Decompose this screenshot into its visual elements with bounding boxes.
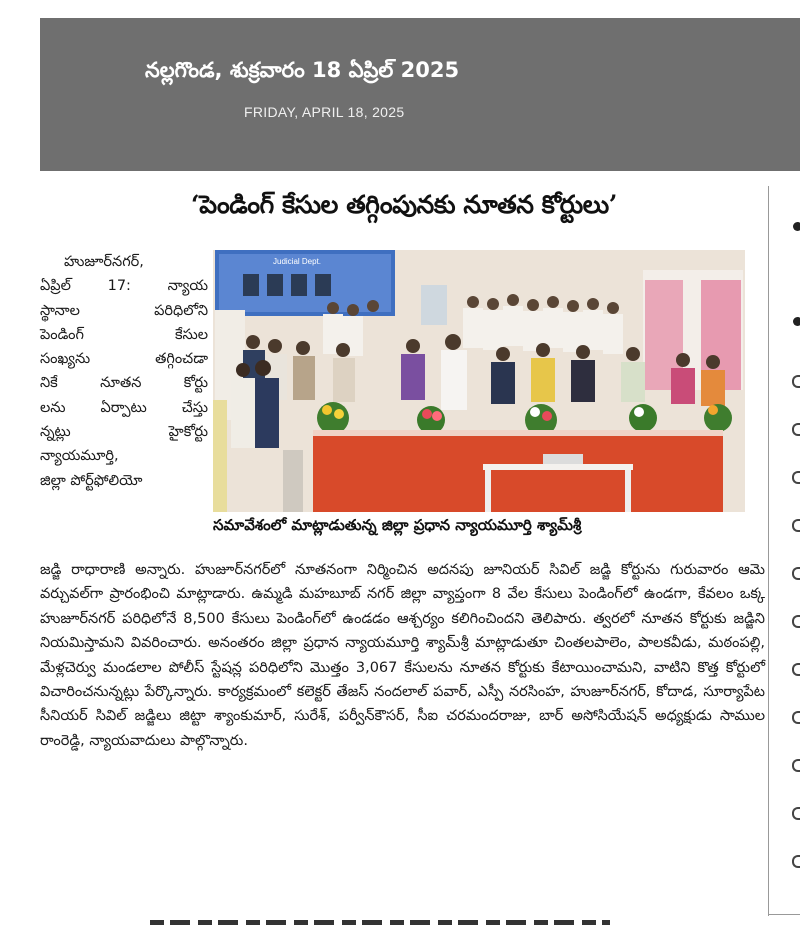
glyph-fragment bbox=[792, 759, 800, 772]
lead-line: నికే నూతన కోర్టు bbox=[40, 375, 208, 392]
bullet-icon bbox=[793, 317, 800, 326]
glyph-fragment bbox=[792, 567, 800, 580]
glyph-fragment bbox=[792, 663, 800, 676]
adjacent-column-fragment bbox=[790, 215, 800, 905]
english-dateline: FRIDAY, APRIL 18, 2025 bbox=[244, 104, 405, 120]
column-footer-rule bbox=[768, 914, 800, 915]
lead-line: లను ఏర్పాటు చేస్తు bbox=[40, 399, 208, 416]
glyph-fragment bbox=[792, 615, 800, 628]
next-article-headline-fragment bbox=[150, 916, 610, 925]
bullet-icon bbox=[793, 222, 800, 231]
masthead-band bbox=[40, 18, 800, 171]
column-divider bbox=[768, 186, 769, 916]
article-headline: ‘పెండింగ్ కేసుల తగ్గింపునకు నూతన కోర్టులు’ bbox=[190, 190, 618, 219]
lead-line: జిల్లా పోర్ట్‌ఫోలియో bbox=[40, 472, 143, 489]
lead-line: స్థానాల పరిధిలోని bbox=[40, 302, 208, 319]
glyph-fragment bbox=[792, 807, 800, 820]
lead-line: న్యాయమూర్తి, bbox=[40, 448, 119, 465]
glyph-fragment bbox=[792, 375, 800, 388]
body-paragraph: జడ్జి రాధారాణి అన్నారు. హుజూర్‌నగర్‌లో నూతనంగా నిర్మించిన అదనపు జూనియర్ సివిల్ జడ్జి కోర్టును గురువారం ఆమె వర్చువల్‌గా ప్రారంభించి మాట్లాడారు. ఉమ్మడి మహబూబ్ నగర్ జిల్లా వ్యాప్తంగా 8 వేల కేసులు పెండింగ్‌లో ఉండగా, కేవలం ఒక్క హుజూర్‌నగర్ పరిధిలోనే 8,500 కేసులు పెండింగ్‌లో ఉండడం ఆశ్చర్యం కలిగించిందని తెలిపారు. త్వరలో నూతన కోర్టుకు జడ్జిని నియమిస్తామని వివరించారు. అనంతరం జిల్లా ప్రధాన న్యాయమూర్తి శ్యామ్‌శ్రీ మాట్లాడుతూ చింతలపాలెం, పాలకవీడు, మఠంపల్లి, మేళ్లచెర్వు మండలాల పోలీస్ స్టేషన్ల పరిధిలోని మొత్తం 3,067 కేసులను నూతన కోర్టుకు కేటాయించామని, వాటిని కొత్త కోర్టులో విచారించనున్నట్లు పేర్కొన్నారు. కార్యక్రమంలో కలెక్టర్ తేజస్ నందలాల్ పవార్, ఎస్పీ నరసింహ, హుజూర్‌నగర్, కోదాడ, సూర్యాపేట సీనియర్ సివిల్ జడ్జిలు జిట్టా శ్యాంకుమార్, సురేశ్, పర్వీన్‌కౌసర్, సీఐ చరమందరాజు, బార్ అసోసియేషన్ అధ్యక్షుడు సాముల రాంరెడ్డి, న్యాయవాదులు పాల్గొన్నారు. bbox=[40, 562, 765, 749]
lead-line: న్నట్లు హైకోర్టు bbox=[40, 424, 208, 441]
lead-line: సంఖ్యను తగ్గించడా bbox=[40, 351, 208, 368]
banner-text: Judicial Dept. bbox=[273, 257, 322, 266]
article-photo bbox=[213, 250, 745, 512]
telugu-dateline: నల్లగొండ, శుక్రవారం 18 ఏప్రిల్ 2025 bbox=[145, 58, 460, 82]
lead-line: పెండింగ్ కేసుల bbox=[40, 326, 208, 343]
glyph-fragment bbox=[792, 519, 800, 532]
lead-line: హుజూర్‌నగర్, bbox=[64, 254, 144, 270]
glyph-fragment bbox=[792, 471, 800, 484]
glyph-fragment bbox=[792, 423, 800, 436]
article-body bbox=[40, 558, 765, 753]
photo-caption: సమావేశంలో మాట్లాడుతున్న జిల్లా ప్రధాన న్యాయమూర్తి శ్యామ్‌శ్రీ bbox=[213, 516, 582, 534]
glyph-fragment bbox=[792, 855, 800, 868]
lead-line: ఏప్రిల్ 17: న్యాయ bbox=[40, 278, 208, 295]
article-lead-column bbox=[40, 250, 208, 493]
glyph-fragment bbox=[792, 711, 800, 724]
